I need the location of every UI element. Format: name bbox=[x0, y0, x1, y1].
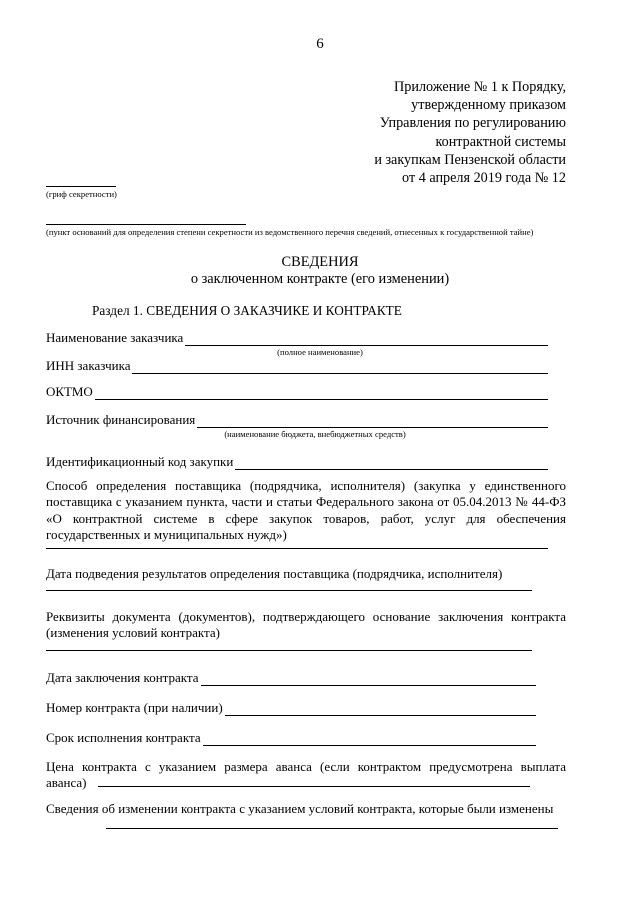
customer-name-field bbox=[46, 330, 548, 346]
document-details-text: Реквизиты документа (документов), подтверждающего основание заключения контракта (изменения условий контракта) bbox=[46, 609, 566, 641]
purchase-code-input-line[interactable] bbox=[235, 458, 548, 470]
appendix-line: контрактной системы bbox=[435, 133, 566, 150]
oktmo-label: ОКТМО bbox=[46, 384, 93, 399]
appendix-line: и закупкам Пензенской области bbox=[374, 151, 566, 168]
secrecy-basis-line bbox=[46, 224, 246, 225]
oktmo-field bbox=[46, 384, 548, 400]
appendix-line: Приложение № 1 к Порядку, bbox=[394, 79, 566, 95]
document-details-input-line[interactable] bbox=[46, 650, 532, 651]
secrecy-label: (гриф секретности) bbox=[46, 189, 117, 199]
document-subtitle: о заключенном контракте (его изменении) bbox=[190, 271, 450, 287]
secrecy-basis: (пункт оснований для определения степени секретности из ведомственного перечня сведений, отнесенных к государственной тайне) bbox=[46, 227, 534, 237]
secrecy-line bbox=[46, 186, 116, 187]
customer-name-input-line[interactable] bbox=[185, 334, 548, 346]
page-number: 6 bbox=[316, 36, 324, 52]
purchase-code-field bbox=[46, 454, 548, 470]
method-text: Способ определения поставщика (подрядчика, исполнителя) (закупка у единственного поставщика с указанием пункта, части и статьи Федерального закона от 05.04.2013 № 44-ФЗ «О контрактной системе в сфере закупок товаров, работ, услуг для обеспечения государственных и муниципальных нужд») bbox=[46, 478, 566, 542]
contract-date-label: Дата заключения контракта bbox=[46, 670, 199, 685]
inn-field bbox=[46, 358, 548, 374]
term-field bbox=[46, 730, 536, 746]
results-date-text: Дата подведения результатов определения поставщика (подрядчика, исполнителя) bbox=[46, 566, 503, 581]
contract-number-input-line[interactable] bbox=[225, 704, 536, 716]
contract-number-label: Номер контракта (при наличии) bbox=[46, 700, 223, 715]
price-input-line[interactable] bbox=[98, 786, 530, 787]
appendix-block bbox=[374, 78, 566, 187]
funding-input-line[interactable] bbox=[197, 416, 548, 428]
contract-date-field bbox=[46, 670, 536, 686]
appendix-line: Управления по регулированию bbox=[379, 115, 566, 132]
appendix-line: утвержденному приказом bbox=[411, 97, 566, 114]
inn-label: ИНН заказчика bbox=[46, 358, 131, 373]
funding-label: Источник финансирования bbox=[46, 412, 196, 427]
changes-text: Сведения об изменении контракта с указанием условий контракта, которые были изменены bbox=[46, 801, 554, 816]
customer-name-hint: (полное наименование) bbox=[277, 347, 363, 357]
oktmo-input-line[interactable] bbox=[95, 388, 548, 400]
appendix-line: от 4 апреля 2019 года № 12 bbox=[402, 170, 566, 187]
contract-date-input-line[interactable] bbox=[201, 674, 536, 686]
customer-name-label: Наименование заказчика bbox=[46, 330, 184, 345]
price-text: Цена контракта с указанием размера аванса (если контрактом предусмотрена выплата аванса) bbox=[46, 759, 566, 791]
contract-number-field bbox=[46, 700, 536, 716]
method-input-line[interactable] bbox=[46, 548, 548, 549]
purchase-code-label: Идентификационный код закупки bbox=[46, 454, 234, 469]
funding-hint: (наименование бюджета, внебюджетных средств) bbox=[224, 429, 406, 439]
term-label: Срок исполнения контракта bbox=[46, 730, 201, 745]
funding-field bbox=[46, 412, 548, 428]
inn-input-line[interactable] bbox=[132, 362, 548, 374]
changes-input-line[interactable] bbox=[106, 828, 558, 829]
section-title: Раздел 1. СВЕДЕНИЯ О ЗАКАЗЧИКЕ И КОНТРАКТЕ bbox=[92, 303, 402, 318]
document-title: СВЕДЕНИЯ bbox=[281, 254, 359, 270]
term-input-line[interactable] bbox=[203, 734, 536, 746]
results-date-input-line[interactable] bbox=[46, 590, 532, 591]
